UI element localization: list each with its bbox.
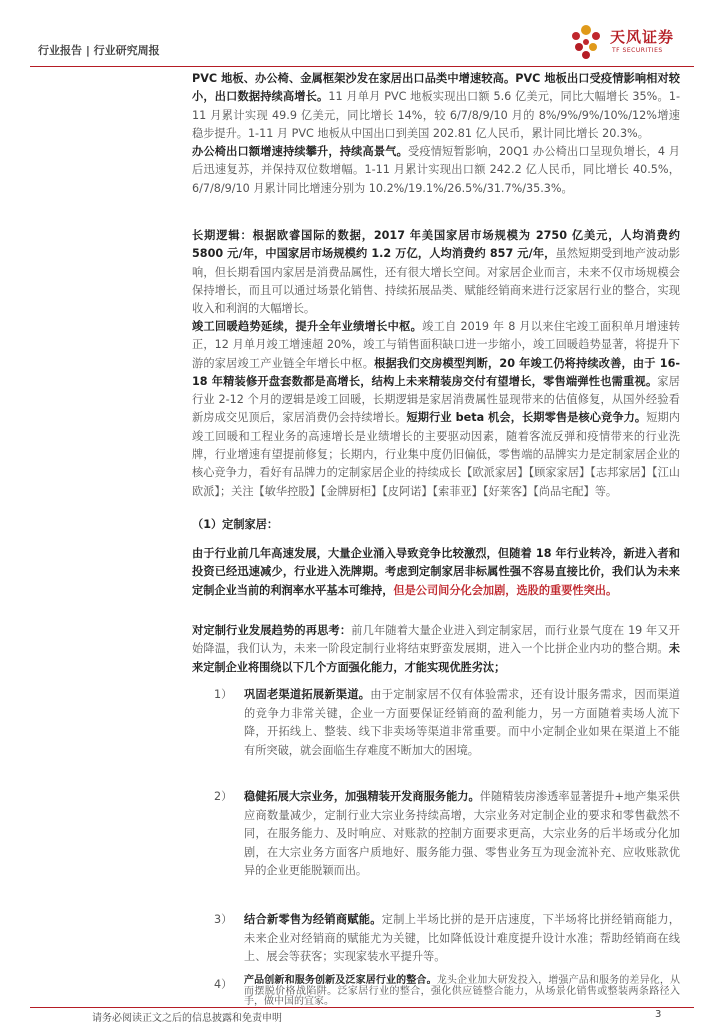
long-term-bold: 长期逻辑：根据欧睿国际的数据，2017 年美国家居市场规模为 2750 亿美元，人均消费约 5800 元/年，中国家居市场规模约 1.2 万亿，人均消费约 857 元/年， [192,229,680,261]
list-bold: 稳健拓展大宗业务，加强精装开发商服务能力。 [244,790,480,803]
completion-text-2: 家居行业 2-12 个月的逻辑是竣工回暖，长期逻辑是家居消费属性显现带来的估值修复，从国外经验看新房成交见顶后，家居消费仍会持续增长。 [192,374,680,425]
page-header [0,0,724,72]
rethink-text: 前几年随着大量企业进入到定制家居，而行业景气度在 19 年又开始降温，我们认为，未来一阶段定制行业将结束野蛮发展期，进入一个比拼企业内功的整合期。 [192,624,680,656]
list-body [244,788,680,881]
custom-home-red: 但是公司间分化会加剧，选股的重要性突出。 [393,583,618,597]
list-number: 4） [214,978,233,991]
list-number: 2） [214,790,233,803]
completion-section [192,318,680,501]
footer-divider [30,1007,694,1008]
header-divider [30,66,694,67]
list-text: 由于定制家居不仅有体验需求，还有设计服务需求，因而渠道的竞争力非常关键，企业一方面要保证经销商的盈利能力，另一方面随着卖场人流下降，开拓线上、整装、线下非卖场等渠道非常重要。而中小定制企业如果在渠道上不能有所突破，就会面临生存难度不断加大的困境。 [244,688,680,757]
completion-bold-2: 根据我们交房模型判断，20 年竣工仍将持续改善，由于 16-18 年精装修开盘套数都是高增长，结构上未来精装房交付有望增长，零售端弹性也需重视。 [192,356,680,388]
pvc-text: 11 月单月 PVC 地板实现出口额 5.6 亿美元，同比大幅增长 35%。1-11 月累计实现 49.9 亿美元，同比增长 14%，较 6/7/8/9/10 月的 8%/9%/9%/10%/12%增速稳步提升。1-11 月 PVC 地板从中国出口到美国 202.81 亿人民币，累计同比增长 20.3%。 [192,90,680,140]
long-term-section [192,227,680,318]
report-type-label: 行业报告 | 行业研究周报 [38,44,160,57]
page-number: 3 [655,1009,662,1020]
list-text: 定制上半场比拼的是开店速度，下半场将比拼经销商能力，未来企业对经销商的赋能尤为关键，比如降低设计难度提升设计水准；帮助经销商在线上、展会等获客；实现家装水平提升等。 [244,913,680,963]
long-term-text: 虽然短期受到地产波动影响，但长期看国内家居是消费品属性，还有很大增长空间。对家居企业而言，未来不仅市场规模会保持增长，而且可以通过场景化销售、持续拓展品类、赋能经销商来进行泛家居行业的整合，实现收入和利润的大幅增长。 [192,247,680,316]
flower-logo-icon [566,22,606,62]
list-item [214,686,680,781]
list-bold: 产品创新和服务创新及泛家居行业的整合。 [244,975,437,986]
rethink-section [192,622,680,677]
completion-bold-3: 短期行业 beta 机会，长期零售是核心竞争力。 [406,411,647,425]
brand-logo [566,20,696,64]
completion-paragraph [192,318,680,501]
list-body [244,686,680,760]
office-chair-bold: 办公椅出口额增速持续攀升，持续高景气。 [192,145,409,159]
list-body [244,911,680,967]
custom-home-bold: 由于行业前几年高速发展，大量企业涌入导致竞争比较激烈，但随着 18 年行业转冷，新进入者和投资已经迅速减少，行业进入洗牌期。考虑到定制家居非标属性强不容易直接比价，我们认为未来定制企业当前的利润率水平基本可维持， [192,547,680,597]
completion-bold-1: 竣工回暖趋势延续，提升全年业绩增长中枢。 [192,320,423,333]
list-item [214,976,680,1006]
rethink-paragraph [192,622,680,677]
list-text: 伴随精装房渗透率显著提升+地产集采供应商数量减少，定制行业大宗业务持续高增，大宗业务对定制企业的要求和零售截然不同，在服务能力、及时响应、对账款的控制方面要求更高，大宗业务的后半场或分化加剧，在大宗业务方面客户质地好、服务能力强、零售业务互为现金流补充、应收账款优异的企业更能脱颖而出。 [244,790,680,877]
completion-text-3: 短期内竣工回暖和工程业务的高速增长是业绩增长的主要驱动因素，随着客流反弹和疫情带来的行业洗牌，行业增速有望提前修复；长期内，行业集中度仍旧偏低，零售端的品牌实力是定制家居企业的核心竞争力，看好有品牌力的定制家居企业的持续成长【欧派家居】【顾家家居】【志邦家居】【江山欧派】；关注【敏华控股】【金牌厨柜】【皮阿诺】【索菲亚】【好莱客】【尚品宅配】等。 [192,411,680,498]
list-item [214,911,680,969]
list-text: 龙头企业加大研发投入，增强产品和服务的差异化，从而摆脱价格战陷阱。泛家居行业的整合，强化供应链整合能力，从场景化销售或整装两条路径入手，做中国的宜家。 [244,975,681,1007]
export-section [192,70,680,198]
office-chair-text: 受疫情短暂影响，20Q1 办公椅出口呈现负增长，4 月后迅速复苏，并保持双位数增幅。1-11 月累计实现出口额 242.2 亿人民币，同比增长 40.5%，6/7/8/9/10 月累计同比增速分别为 10.2%/19.1%/26.5%/31.7%/35.3%。 [192,145,680,195]
list-number: 3） [214,913,233,926]
list-number: 1） [214,688,233,701]
office-chair-paragraph [192,143,680,198]
custom-home-section [192,545,680,600]
completion-text-1: 竣工自 2019 年 8 月以来住宅竣工面积单月增速转正，12 月单月竣工增速超 20%，竣工与销售面积缺口进一步缩小，竣工回暖趋势显著，将提升下游的家居竣工产业链全年增长中枢。 [192,320,680,370]
rethink-bold-2: 未来定制企业将围绕以下几个方面强化能力，才能实现优胜劣汰； [192,642,680,674]
list-bold: 巩固老渠道拓展新渠道。 [244,688,371,701]
list-item [214,788,680,903]
rethink-bold-1: 对定制行业发展趋势的再思考： [192,624,352,637]
list-bold: 结合新零售为经销商赋能。 [244,913,382,926]
disclaimer-link[interactable]: 请务必阅读正文之后的信息披露和免责申明 [92,1013,282,1024]
logo-english: TF SECURITIES [612,47,663,54]
custom-home-subheading [192,516,680,534]
long-term-paragraph [192,227,680,318]
pvc-paragraph [192,70,680,143]
list-body [244,976,680,1008]
logo-name: 天风证券 [610,28,675,46]
pvc-bold: PVC 地板、办公椅、金属框架沙发在家居出口品类中增速较高。PVC 地板出口受疫情影响相对较小，出口数据持续高增长。 [192,72,680,104]
custom-home-paragraph [192,545,680,600]
subheading-text: （1）定制家居： [192,518,279,531]
